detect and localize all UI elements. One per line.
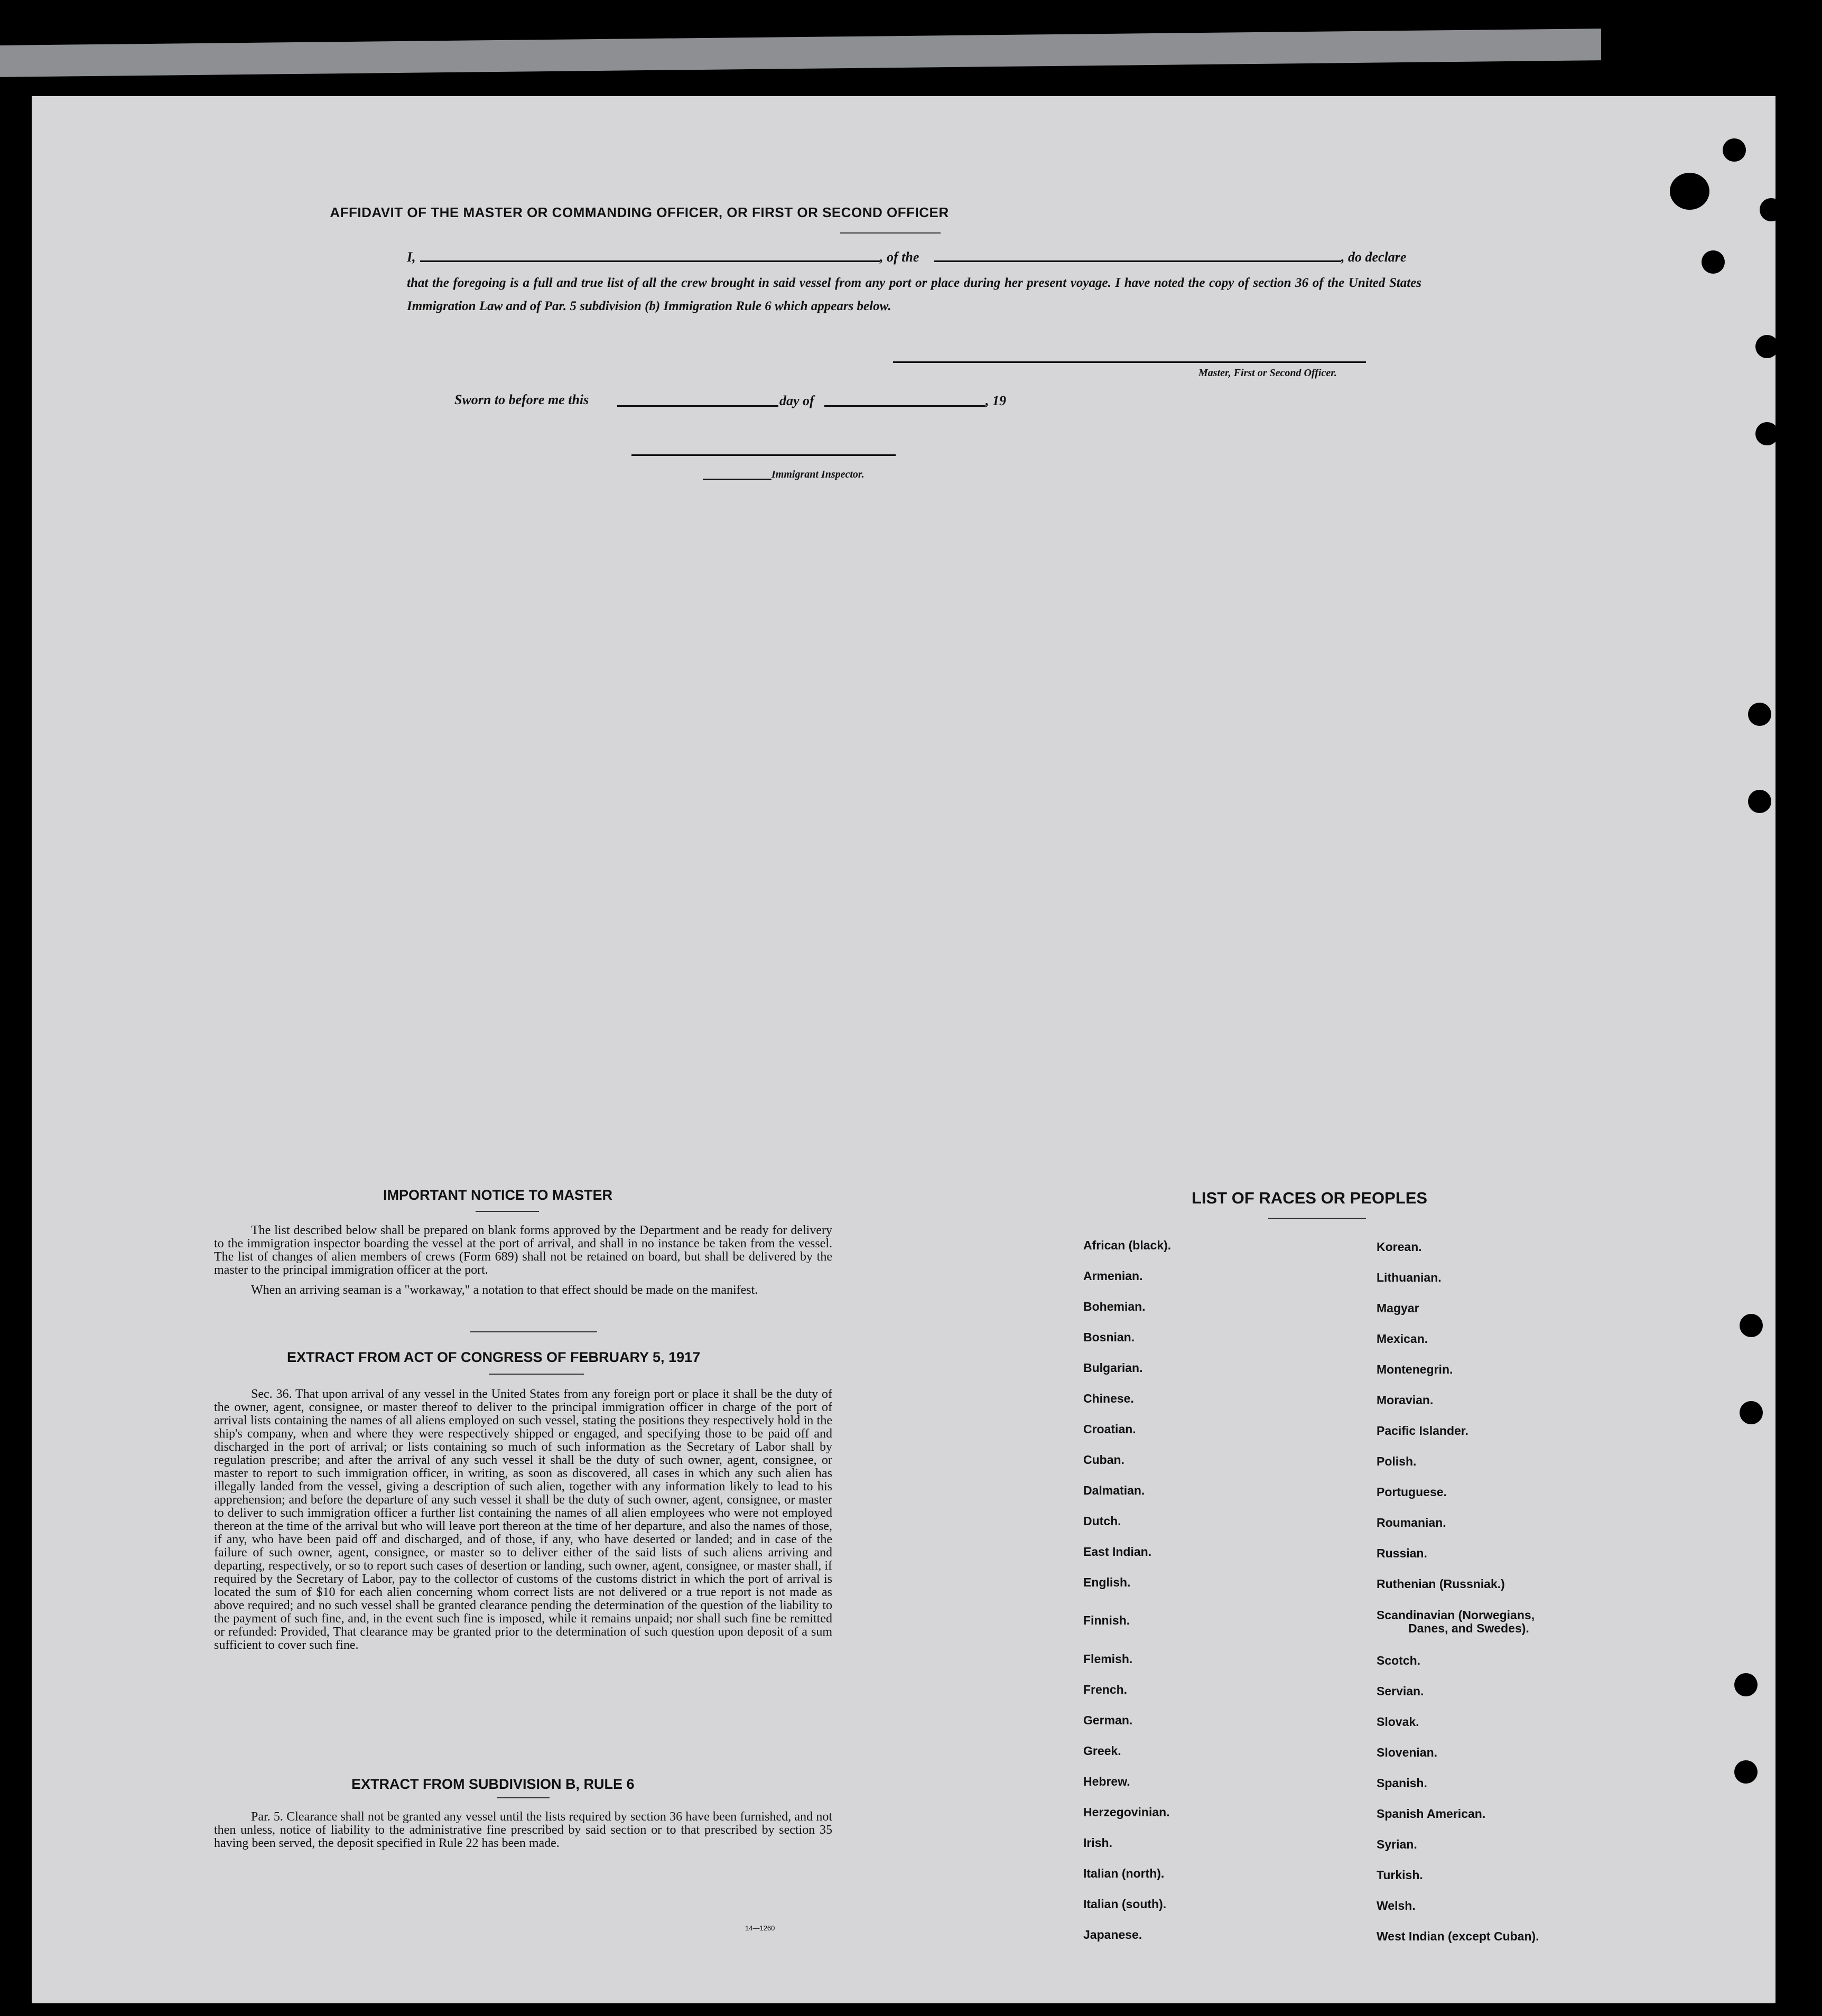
binder-hole xyxy=(1723,138,1746,162)
race-item: Dutch. xyxy=(1083,1514,1121,1528)
race-item: Portuguese. xyxy=(1377,1485,1447,1499)
race-item: Welsh. xyxy=(1377,1899,1416,1912)
race-item: African (black). xyxy=(1083,1238,1172,1252)
vessel-name-line xyxy=(934,260,1341,262)
races-rule xyxy=(1268,1218,1366,1219)
race-item: Moravian. xyxy=(1377,1393,1434,1407)
race-item: Cuban. xyxy=(1083,1453,1124,1467)
race-item: Servian. xyxy=(1377,1684,1424,1698)
notice-title: IMPORTANT NOTICE TO MASTER xyxy=(383,1187,612,1203)
rule-paragraph-5: Par. 5. Clearance shall not be granted any vessel until the lists required by section 36 have been furnished, and not then unless, notice of liability to the administrative fine prescribed by said section or to that prescribed by section 35 having been served, the deposit specified in Rule 22 has been made. xyxy=(214,1810,832,1850)
act-section-36: Sec. 36. That upon arrival of any vessel in the United States from any foreign port or place it shall be the duty of the owner, agent, consignee, or master thereof to deliver to the principal immigration officer in charge of the port of arrival lists containing the names of all aliens employed on such vessel, stating the positions they respectively hold in the ship's company, when and where they were respectively shipped or engaged, and specifying those to be paid off and discharged in the port of arrival; or lists containing so much of such information as the Secretary of Labor shall by regulation prescribe; and after the arrival of any such vessel it shall be the duty of such owner, agent, consignee, or master to report to such immigration officer, in writing, as soon as discovered, all cases in which any such alien has illegally landed from the vessel, giving a description of such alien, together with any information likely to lead to his apprehension; and before the departure of any such vessel it shall be the duty of such owner, agent, consignee, or master to deliver to such immigration officer a further list containing the names of all alien employees who were not employed thereon at the time of the arrival but who will leave port thereon at the time of her departure, and also the names of those, if any, who have been paid off and discharged, and of those, if any, who have deserted or landed; and in case of the failure of such owner, agent, consignee, or master so to deliver either of the said lists of such aliens arriving and departing, respectively, or so to report such cases of desertion or landing, such owner, agent, consignee, or master shall, if required by the Secretary of Labor, pay to the collector of customs of the customs district in which the port of arrival is located the sum of $10 for each alien concerning whom correct lists are not delivered or a true report is not made as above required; and no such vessel shall be granted clearance pending the determination of the question of the liability to the payment of such fine, and, in the event such fine is imposed, while it remains unpaid; nor shall such fine be remitted or refunded: Provided, That clearance may be granted prior to the determination of such question upon deposit of a sum sufficient to cover such fine. xyxy=(214,1387,832,1652)
race-item: Irish. xyxy=(1083,1836,1112,1850)
binder-hole xyxy=(1702,250,1725,274)
race-item: East Indian. xyxy=(1083,1545,1152,1558)
notice-paragraph-2: When an arriving seaman is a "workaway," a notation to that effect should be made on the manifest. xyxy=(251,1283,758,1297)
race-item: Turkish. xyxy=(1377,1868,1423,1882)
race-item: Japanese. xyxy=(1083,1928,1142,1942)
race-item: Slovenian. xyxy=(1377,1746,1438,1759)
race-item: Croatian. xyxy=(1083,1422,1136,1436)
binder-hole xyxy=(1755,335,1775,358)
master-signature-label: Master, First or Second Officer. xyxy=(1198,367,1337,379)
race-item: Pacific Islander. xyxy=(1377,1424,1468,1438)
sworn-month-line xyxy=(824,405,986,407)
do-declare-label: , do declare xyxy=(1341,249,1407,265)
document-page xyxy=(32,96,1775,2003)
sworn-prefix: Sworn to before me this xyxy=(454,392,589,407)
race-item: Dalmatian. xyxy=(1083,1483,1145,1497)
day-of-label: day of xyxy=(779,393,814,408)
races-title: LIST OF RACES OR PEOPLES xyxy=(1192,1189,1428,1207)
race-item: Bohemian. xyxy=(1083,1300,1146,1313)
sworn-day-line xyxy=(617,405,778,407)
race-item: West Indian (except Cuban). xyxy=(1377,1929,1539,1943)
race-item: Flemish. xyxy=(1083,1652,1133,1666)
scan-background xyxy=(0,0,1822,95)
rule-rule xyxy=(497,1797,550,1798)
race-item: Mexican. xyxy=(1377,1332,1428,1346)
declarant-prefix: I, xyxy=(407,249,416,265)
race-item: Finnish. xyxy=(1083,1613,1130,1627)
declarant-name-line xyxy=(420,260,880,262)
race-item: Slovak. xyxy=(1377,1715,1419,1729)
race-item: Armenian. xyxy=(1083,1269,1143,1283)
race-item: Magyar xyxy=(1377,1301,1419,1315)
race-item: Montenegrin. xyxy=(1377,1362,1453,1376)
race-item: Italian (south). xyxy=(1083,1897,1167,1911)
race-item: Russian. xyxy=(1377,1546,1427,1560)
race-item: Ruthenian (Russniak.) xyxy=(1377,1577,1505,1591)
race-item: Roumanian. xyxy=(1377,1516,1446,1529)
binder-hole xyxy=(1748,703,1771,726)
race-item: Syrian. xyxy=(1377,1837,1417,1851)
binder-hole xyxy=(1760,198,1775,221)
torn-paper-edge xyxy=(0,29,1601,77)
year-prefix: , 19 xyxy=(986,393,1006,408)
race-item: Italian (north). xyxy=(1083,1866,1165,1880)
race-item: Lithuanian. xyxy=(1377,1271,1442,1284)
rule-title: EXTRACT FROM SUBDIVISION B, RULE 6 xyxy=(351,1776,635,1792)
binder-hole xyxy=(1734,1673,1758,1696)
act-rule xyxy=(489,1374,584,1375)
act-title: EXTRACT FROM ACT OF CONGRESS OF FEBRUARY 5, 1917 xyxy=(287,1349,701,1365)
race-item: Bosnian. xyxy=(1083,1330,1135,1344)
race-item: Polish. xyxy=(1377,1454,1417,1468)
race-item: Hebrew. xyxy=(1083,1775,1130,1788)
race-item: English. xyxy=(1083,1575,1131,1589)
master-signature-line xyxy=(893,361,1366,363)
form-number: 14—1260 xyxy=(745,1924,775,1932)
binder-hole xyxy=(1734,1760,1758,1784)
notice-paragraph-1: The list described below shall be prepared on blank forms approved by the Department and be ready for delivery to the immigration inspector boarding the vessel at the port of arrival, and shall in no instance be taken from the vessel. The list of changes of alien members of crews (Form 689) shall not be retained on board, but shall be delivered by the master to the principal immigration officer at the port. xyxy=(214,1224,832,1277)
affidavit-title: AFFIDAVIT OF THE MASTER OR COMMANDING OFFICER, OR FIRST OR SECOND OFFICER xyxy=(330,204,949,220)
race-item: French. xyxy=(1083,1683,1128,1696)
race-item: Chinese. xyxy=(1083,1392,1134,1405)
race-item: Spanish American. xyxy=(1377,1807,1486,1821)
race-item: Scotch. xyxy=(1377,1654,1421,1667)
race-item: Greek. xyxy=(1083,1744,1121,1758)
race-item: Scandinavian (Norwegians, xyxy=(1377,1608,1535,1622)
inspector-label: Immigrant Inspector. xyxy=(771,469,864,480)
race-item: Spanish. xyxy=(1377,1776,1427,1790)
title-rule xyxy=(840,232,941,234)
act-body xyxy=(214,1388,832,1652)
notice-rule xyxy=(476,1211,539,1212)
of-the-label: , of the xyxy=(880,249,919,265)
binder-hole xyxy=(1670,173,1709,210)
race-item: Herzegovinian. xyxy=(1083,1805,1170,1819)
binder-hole xyxy=(1748,790,1771,813)
race-item: Korean. xyxy=(1377,1240,1422,1254)
race-item: Bulgarian. xyxy=(1083,1361,1143,1375)
binder-hole xyxy=(1755,422,1775,445)
binder-hole xyxy=(1740,1314,1763,1337)
inspector-signature-line xyxy=(631,454,896,456)
notice-divider xyxy=(470,1331,597,1332)
notice-body xyxy=(214,1224,832,1297)
declaration-text: that the foregoing is a full and true list of all the crew brought in said vessel from any port or place during her present voyage. I have noted the copy of section 36 of the United States Immigration Law and of Par. 5 subdivision (b) Immigration Rule 6 which appears below. xyxy=(407,276,1421,313)
inspector-short-line xyxy=(703,479,771,480)
race-item-continuation: Danes, and Swedes). xyxy=(1408,1621,1529,1635)
binder-hole xyxy=(1740,1401,1763,1424)
rule-body xyxy=(214,1810,832,1850)
race-item: German. xyxy=(1083,1713,1133,1727)
